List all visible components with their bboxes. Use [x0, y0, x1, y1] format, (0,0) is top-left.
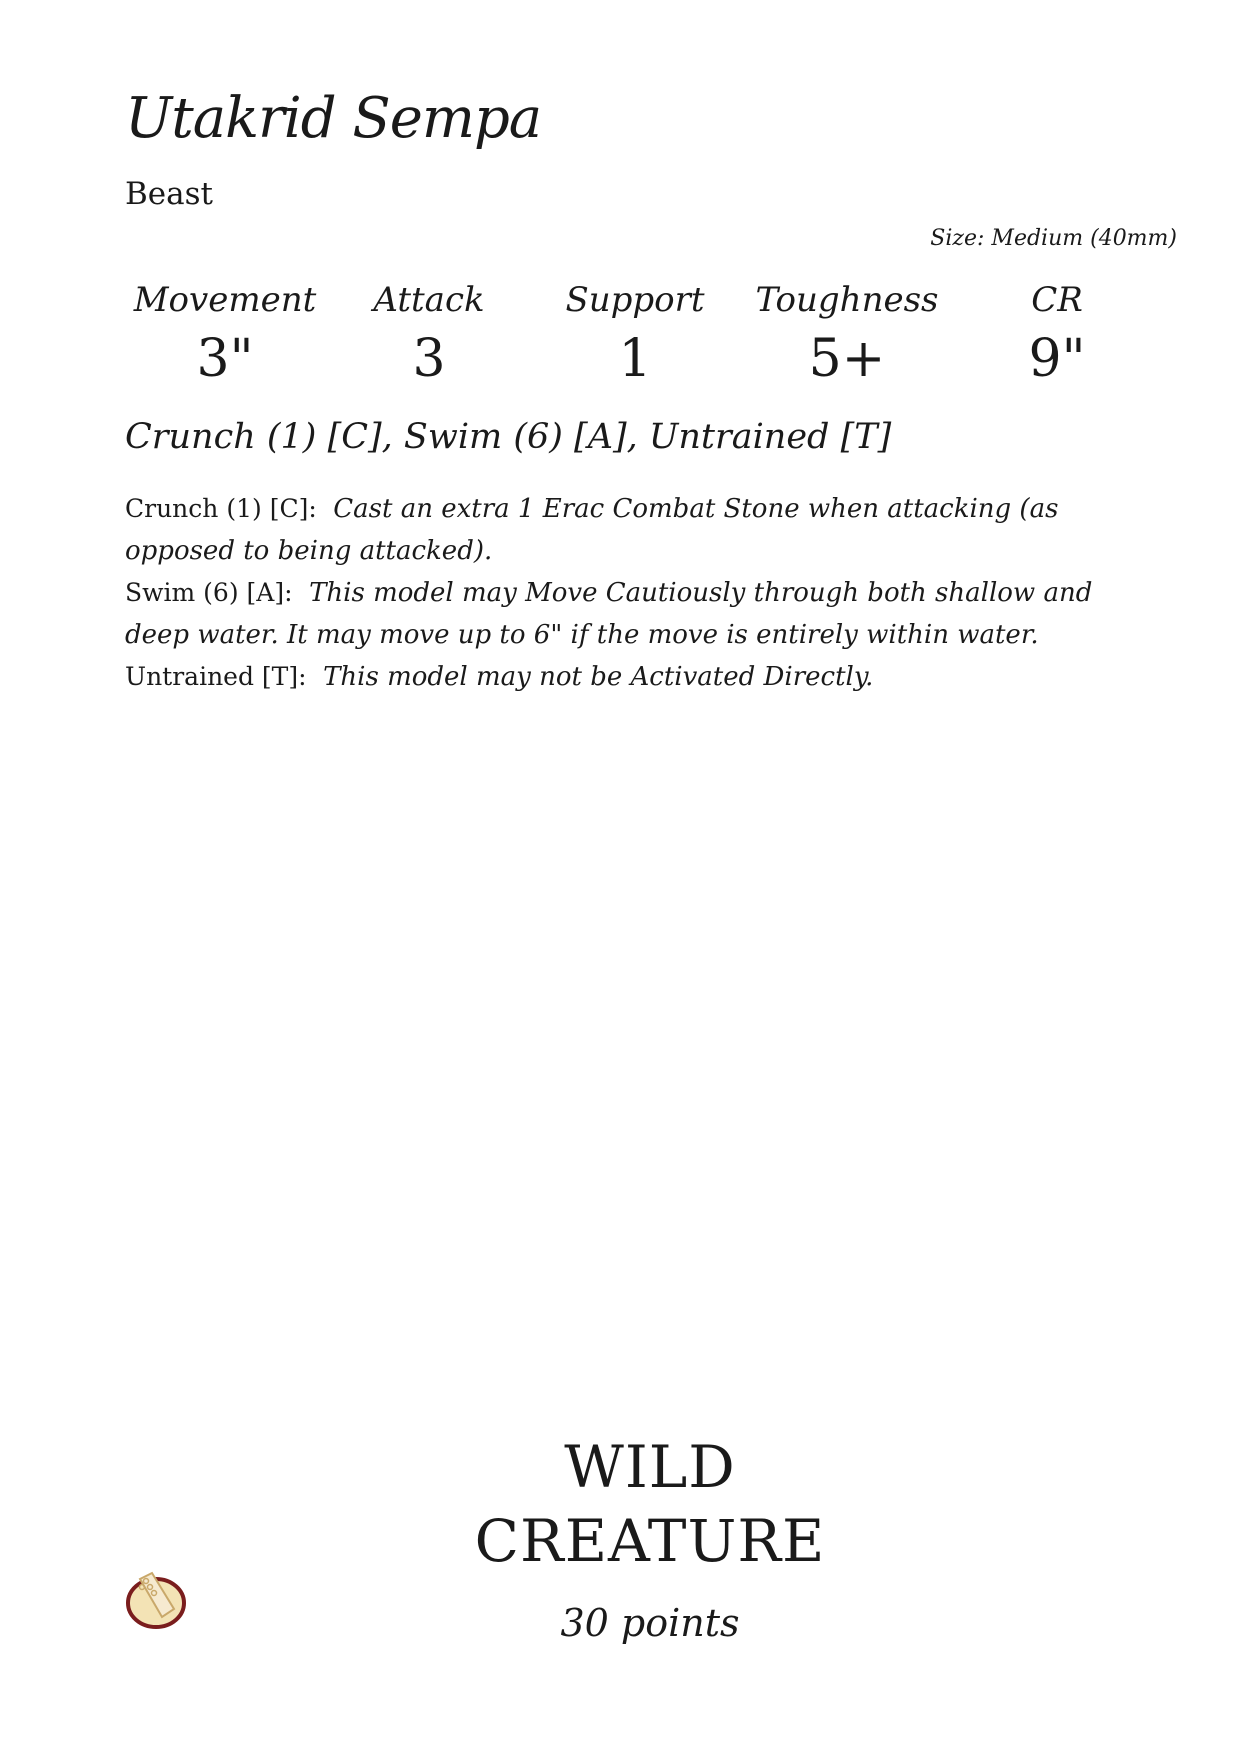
rule-crunch	[125, 488, 1115, 572]
rule-description: This model may Move Cautiously through both shallow and deep water. It may move up to 6" if the move is entirely within water.	[125, 578, 1093, 650]
stat-label: Toughness	[755, 280, 939, 320]
rule-description: This model may not be Activated Directly.	[323, 662, 874, 692]
stat-label: CR	[1031, 280, 1083, 320]
stat-value: 5+	[808, 329, 886, 389]
stat-value: 3	[412, 329, 446, 389]
faction-footer	[440, 1430, 860, 1648]
rule-name: Crunch (1) [C]:	[125, 494, 317, 523]
rule-untrained	[125, 656, 1115, 698]
stat-value: 9"	[1028, 329, 1086, 389]
faction-name-line1: WILD	[564, 1433, 736, 1501]
rule-name: Swim (6) [A]:	[125, 578, 293, 607]
rule-name: Untrained [T]:	[125, 662, 307, 691]
card-title: Utakrid Sempa	[125, 86, 542, 151]
stat-cr	[947, 280, 1167, 394]
stat-toughness	[737, 280, 957, 394]
stat-movement	[115, 280, 335, 394]
stat-value: 3"	[196, 329, 254, 389]
stat-support	[525, 280, 745, 394]
faction-emblem-icon	[124, 1565, 188, 1629]
stat-label: Support	[565, 280, 705, 320]
stat-value: 1	[618, 329, 652, 389]
faction-name-line2: CREATURE	[474, 1507, 826, 1575]
stats-row	[125, 280, 1125, 400]
rule-description: Cast an extra 1 Erac Combat Stone when attacking (as opposed to being attacked).	[125, 494, 1059, 566]
rule-swim	[125, 572, 1115, 656]
points-cost: 30 points	[560, 1601, 740, 1645]
model-size: Size: Medium (40mm)	[930, 226, 1177, 251]
rules-text	[125, 488, 1115, 698]
abilities-summary: Crunch (1) [C], Swim (6) [A], Untrained [T]	[125, 417, 892, 457]
stat-label: Movement	[133, 280, 317, 320]
card-type: Beast	[125, 176, 213, 212]
stat-label: Attack	[373, 280, 485, 320]
stat-attack	[319, 280, 539, 394]
